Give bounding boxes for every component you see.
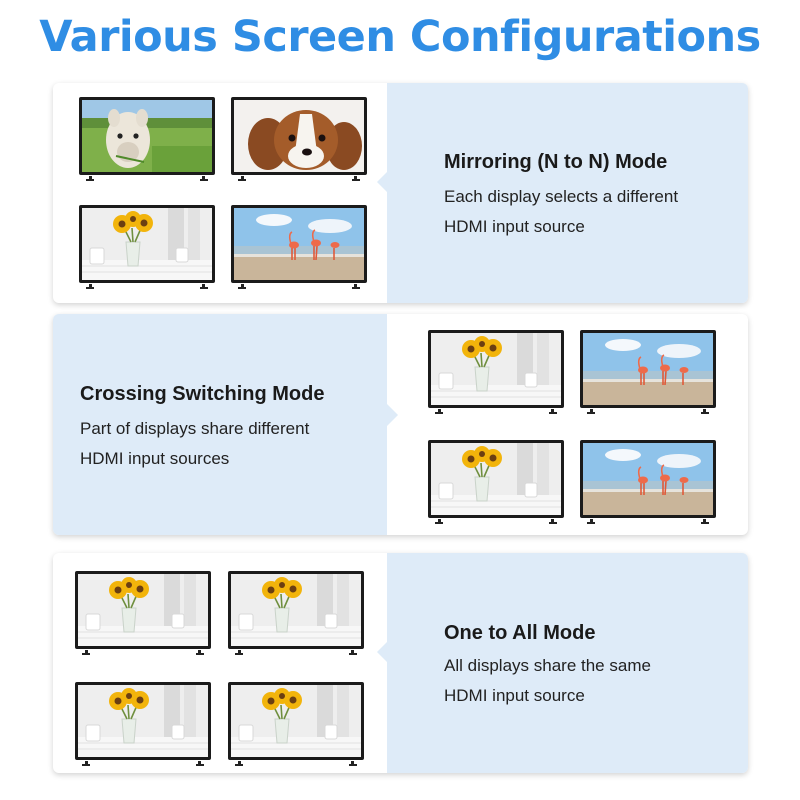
tv-screen-sunflowers <box>228 571 364 655</box>
tv-screen-flamingos <box>580 440 716 524</box>
one-to-all-mode-panel <box>53 553 748 773</box>
page-title: Various Screen Configurations <box>39 12 761 62</box>
mode-description-line: HDMI input source <box>444 686 585 705</box>
mode-description-line: HDMI input source <box>444 217 585 236</box>
tv-screen-alpaca <box>79 97 215 181</box>
mode-description-line: Each display selects a different <box>444 187 679 206</box>
tv-screen-dog <box>231 97 367 181</box>
tv-screen-sunflowers <box>428 330 564 414</box>
tv-screen-sunflowers <box>79 205 215 289</box>
tv-screen-sunflowers <box>428 440 564 524</box>
crossing-switching-mode-panel <box>53 314 748 535</box>
tv-screen-flamingos <box>580 330 716 414</box>
mode-description-line: Part of displays share different <box>80 419 310 438</box>
pointer-arrow <box>377 641 388 663</box>
pointer-arrow <box>387 404 398 426</box>
mode-title: Crossing Switching Mode <box>80 383 325 405</box>
pointer-arrow <box>377 171 388 193</box>
mirroring-mode-panel <box>53 83 748 303</box>
tv-screen-sunflowers <box>75 571 211 655</box>
mode-title: Mirroring (N to N) Mode <box>444 151 668 173</box>
mode-title: One to All Mode <box>444 622 596 644</box>
mode-description-line: All displays share the same <box>444 656 651 675</box>
mode-description-line: HDMI input sources <box>80 449 230 468</box>
tv-screen-flamingos <box>231 205 367 289</box>
tv-screen-sunflowers <box>75 682 211 766</box>
tv-screen-sunflowers <box>228 682 364 766</box>
